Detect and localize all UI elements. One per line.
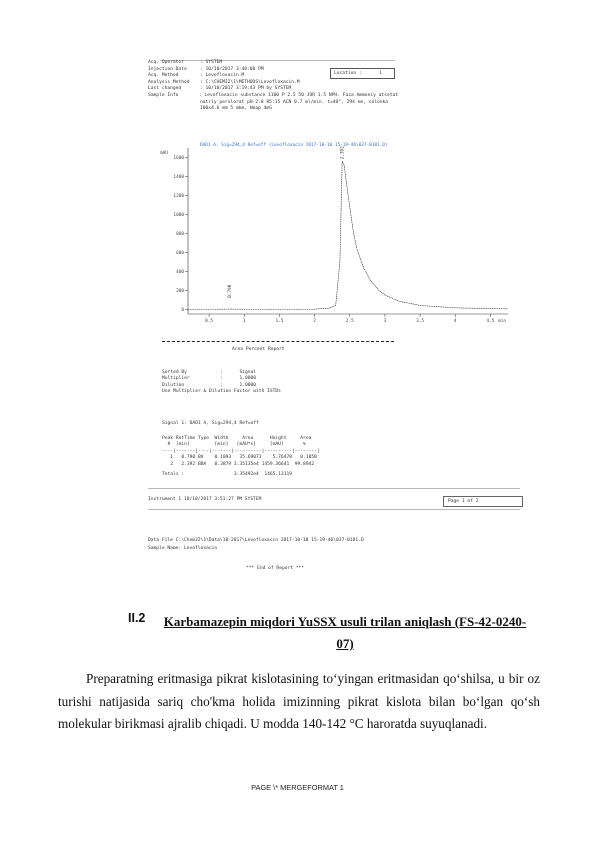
report-header-key: Injection Date: [148, 66, 187, 72]
area-report-title: Area Percent Report: [232, 347, 285, 352]
signal-label: Signal 1: DAD1 A, Sig=294,4 Ref=off: [162, 421, 259, 426]
report-header-value: natriy perxlorat pH-2.8 85:15 ACN 0.7 ml/min. t=40°, 294 nm, colonka: [200, 99, 389, 105]
chromatogram-trace: [188, 161, 508, 309]
chart-title: DAD1 A, Sig=294,4 Ref=off (Levofloxacin 2017-10-10 15-19-46\037-0101.D): [200, 143, 388, 148]
table-header-1: Peak RetTime Type Width Area Height Area: [162, 436, 312, 441]
report-header-row: [148, 93, 398, 100]
location-box: [330, 68, 395, 79]
report-header-row: [148, 60, 398, 67]
table-row: 2 2.392 BBA 0.3879 3.35135e4 1459.36641 99.8942: [162, 461, 315, 467]
y-tick-label: 600: [176, 250, 184, 256]
chromatogram-chart: [158, 138, 513, 333]
multiplier: Multiplier : 1.0000: [162, 376, 257, 382]
report-header-key: Last changed: [148, 86, 182, 92]
x-axis-label: min: [498, 319, 506, 324]
x-tick-label: 3.5: [416, 319, 425, 324]
y-tick-label: 1400: [173, 174, 184, 180]
y-tick-label: 1000: [173, 212, 184, 218]
x-tick-label: 2: [313, 319, 316, 324]
report-header-key: Acq. Method: [148, 73, 179, 79]
report-header-row: [148, 100, 398, 107]
report-header-value: 100x4.6 mm 5 mkm, Hmap 4mG: [200, 106, 272, 112]
data-file-line: Data File C:\Chem32\1\Data\10-2017\Levofloxacin 2017-10-10 15-19-46\037-0101.D: [148, 538, 364, 543]
chromatogram-svg: [158, 138, 513, 333]
report-header-row: [148, 86, 398, 93]
table-header-2: # [min] [min] [mAU*s] [mAU] %: [162, 442, 306, 448]
page-footer: PAGE \* MERGEFORMAT 1: [251, 783, 344, 792]
y-tick-label: 800: [176, 231, 184, 237]
report-header-value: : SYSTEM: [200, 60, 223, 65]
y-tick-label: 200: [176, 288, 184, 294]
report-header-value: : 10/10/2017 3:48:08 PM: [200, 66, 264, 72]
section-number: II.2: [128, 611, 146, 625]
peak-table: [162, 436, 407, 468]
location-value: 1: [379, 71, 383, 76]
report-header-row: [148, 106, 398, 113]
report-header-key: [148, 100, 200, 107]
peak-label: 0.790: [227, 284, 233, 298]
sample-name-line: Sample Name: Levofloxacin: [148, 546, 218, 551]
report-header-value: : 10/10/2017 3:19:43 PM by SYSTEM: [200, 86, 292, 92]
x-tick-label: 4.5: [486, 319, 495, 324]
x-tick-label: 1: [242, 319, 246, 324]
x-tick-label: 1.5: [275, 319, 284, 324]
report-page-box: Page 1 of 2: [443, 496, 523, 507]
report-footer-rule: [148, 488, 520, 489]
table-row: 1 0.790 BV 0.1093 35.69073 5.76478 0.1058: [162, 455, 317, 461]
table-totals: Totals : 3.35492e4 1465.13119: [162, 472, 292, 477]
dilution: Dilution : 1.0000: [162, 382, 257, 388]
report-header-key: Acq. Operator: [148, 60, 184, 65]
use-multiplier: Use Multiplier & Dilution Factor with ISTDs: [162, 389, 281, 395]
y-axis-label: mAU: [160, 151, 168, 156]
sorted-by: Sorted By : Signal: [162, 370, 257, 375]
y-tick-label: 400: [176, 269, 184, 275]
y-tick-label: 0: [181, 307, 184, 313]
x-tick-label: 0.5: [205, 319, 214, 324]
report-header-key: Sample Info: [148, 92, 179, 98]
peak-label: 2.392: [340, 146, 346, 160]
report-header-key: [148, 106, 200, 113]
x-tick-label: 2.5: [345, 319, 354, 324]
body-paragraph: Preparatning eritmasiga pikrat kislotasining to‘yingan eritmasidan qo‘shilsa, u bir oz turishi natijasida sariq cho'kma holida imizinning pikrat kislota bilan bo‘lgan qo‘sh molekular birikmasi ajralib chiqadi. U modda 140-142 °C haroratda suyuqlanadi.: [58, 671, 540, 731]
table-divider: ----|-------|----|-------|----------|----------|--------|: [162, 448, 320, 454]
report-header-key: Analysis Method: [148, 79, 190, 85]
instrument-line: Instrument 1 10/10/2017 3:51:27 PM SYSTEM: [148, 497, 262, 502]
report-header-value: : C:\CHEM32\1\METHODS\Levofloxacin.M: [200, 79, 300, 85]
location-label: Location :: [334, 71, 362, 76]
report-settings: [162, 370, 407, 396]
report-footer-rule-2: [148, 509, 520, 510]
report-separator: [162, 341, 394, 342]
report-header-value: : Levofloxacin substance 1100 P 2.5 50 JOR 1.5 NPH. Faza Ammoniy atsetat: [198, 92, 398, 98]
y-tick-label: 1600: [173, 155, 184, 161]
report-header-value: : Levofloxacin.M: [200, 73, 245, 79]
x-tick-label: 3: [383, 319, 387, 324]
x-tick-label: 4: [453, 319, 457, 324]
section-title: Karbamazepin miqdori YuSSX usuli trilan aniqlash (FS-42-0240-07): [163, 614, 527, 651]
y-tick-label: 1200: [173, 193, 184, 199]
end-of-report: *** End of Report ***: [246, 566, 305, 571]
